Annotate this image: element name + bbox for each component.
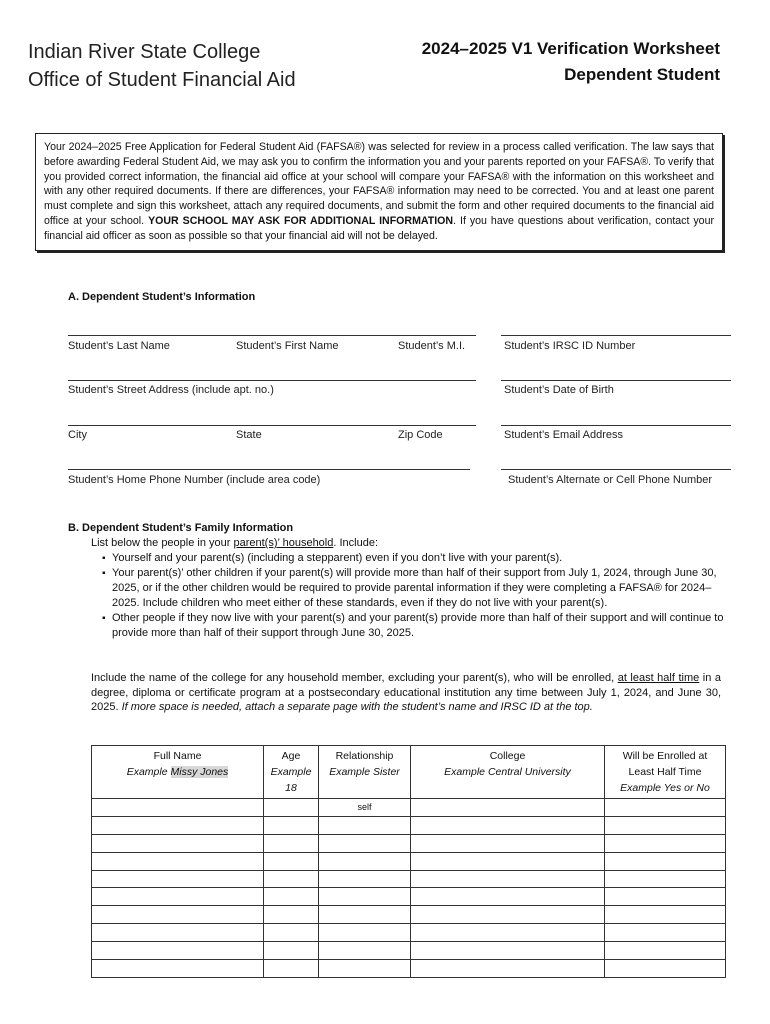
worksheet-title-line-1: 2024–2025 V1 Verification Worksheet [421,39,720,58]
street-line[interactable] [68,380,476,381]
table-row [92,870,726,888]
cell-half-time[interactable] [605,799,726,817]
irsc-id-line[interactable] [501,335,731,336]
lead-underline: parent(s)’ household [233,537,334,549]
table-row [92,906,726,924]
cell-relationship[interactable] [319,816,411,834]
cell-relationship[interactable] [319,942,411,960]
home-phone-label: Student’s Home Phone Number (include area code) [68,474,321,486]
intro-box [35,133,723,251]
lead-tail: . Include: [333,537,379,549]
header-label: College [489,750,526,762]
instructions-text: Include the name of the college for any household member, excluding your parent(s), who will be enrolled, [91,672,618,684]
header-label: Relationship [335,750,394,762]
college-line-2: Office of Student Financial Aid [28,69,296,91]
section-b-title: B. Dependent Student’s Family Information [68,522,294,534]
cell-half-time[interactable] [605,924,726,942]
alt-phone-label: Student’s Alternate or Cell Phone Number [508,474,713,486]
cell-relationship[interactable] [319,960,411,978]
header-full-name [92,746,264,799]
header-relationship [319,746,411,799]
cell-college[interactable] [411,799,605,817]
cell-relationship[interactable]: self [319,799,411,817]
table-row [92,942,726,960]
cell-college[interactable] [411,960,605,978]
cell-half-time[interactable] [605,960,726,978]
instructions-underline: at least half time [617,672,700,684]
city-label: City [68,429,87,441]
cell-full-name[interactable] [92,816,264,834]
dob-line[interactable] [501,380,731,381]
cell-relationship[interactable] [319,924,411,942]
family-table [91,745,726,978]
cell-full-name[interactable] [92,852,264,870]
cell-relationship[interactable] [319,834,411,852]
cell-half-time[interactable] [605,906,726,924]
worksheet-title [422,36,720,88]
home-phone-line[interactable] [68,469,470,470]
table-row [92,924,726,942]
header-example [92,764,263,780]
header-college [411,746,605,799]
section-b-lead [68,536,728,551]
cell-age[interactable] [264,924,319,942]
cell-half-time[interactable] [605,852,726,870]
table-row [92,799,726,817]
cell-full-name[interactable] [92,888,264,906]
cell-half-time[interactable] [605,888,726,906]
table-row [92,816,726,834]
cell-age[interactable] [264,816,319,834]
table-row [92,960,726,978]
cell-relationship[interactable] [319,906,411,924]
cell-age[interactable] [264,852,319,870]
college-line-1: Indian River State College [28,41,261,63]
example-prefix: Example [126,766,171,778]
zip-label: Zip Code [398,429,443,441]
header-example: Example Yes or No [620,782,710,794]
street-label: Student’s Street Address (include apt. no.) [68,384,274,396]
email-line[interactable] [501,425,731,426]
intro-text: Your 2024–2025 Free Application for Federal Student Aid (FAFSA®) was selected for review in a process called verification. The law says that before awarding Federal Student Aid, we may ask you to confirm the information you and your parents reported on your FAFSA®. To verify that you provided correct information, the financial aid office at your school will compare your FAFSA® with the information on this worksheet and with any other required documents. If there are differences, your FAFSA® information may need to be corrected. You and at least one parent must complete and sign this worksheet, attach any required documents, and submit the form and other required documents to the financial aid office at your school. [44,141,714,227]
intro-bold-notice: YOUR SCHOOL MAY ASK FOR ADDITIONAL INFORMATION [148,214,454,227]
cell-full-name[interactable] [92,942,264,960]
cell-relationship[interactable] [319,888,411,906]
header-example: Example Sister [329,766,400,778]
cell-age[interactable] [264,834,319,852]
email-label: Student’s Email Address [504,429,624,441]
list-item: ▪ Your parent(s)’ other children if your parent(s) will provide more than half of their support from July 1, 2024, through June 30, 2025, or if the other children would be required to provide parental information if they were completing a FAFSA® for 2024–2025. Include children who meet either of these standards, even if they do not live with your parent(s). [112,566,728,611]
cell-college[interactable] [411,906,605,924]
cell-age[interactable] [264,960,319,978]
lead-text: List below the people in your [91,537,234,549]
cell-full-name[interactable] [92,924,264,942]
dob-label: Student’s Date of Birth [504,384,614,396]
cell-college[interactable] [411,816,605,834]
cell-age[interactable] [264,942,319,960]
college-instructions [91,671,721,715]
worksheet-title-line-2: Dependent Student [564,65,720,84]
table-header-row [92,746,726,799]
header-half-time [605,746,726,799]
cell-half-time[interactable] [605,870,726,888]
cell-college[interactable] [411,942,605,960]
state-label: State [236,429,262,441]
list-item: ▪ Other people if they now live with your parent(s) and your parent(s) provide more than half of their support and will continue to provide more than half of their support through June 30, 2025. [112,611,728,641]
header-label: Full Name [153,750,202,762]
cell-age[interactable] [264,888,319,906]
cell-half-time[interactable] [605,834,726,852]
section-b [68,521,728,641]
cell-relationship[interactable] [319,852,411,870]
cell-full-name[interactable] [92,906,264,924]
instructions-mid: in a degree, diploma or certificate program at a postsecondary educational institution any time between July 1, 2024, and June 30, 2025. [91,672,722,714]
first-name-label: Student’s First Name [236,340,339,352]
example-highlight: Missy Jones [170,766,229,778]
cell-college[interactable] [411,924,605,942]
table-row [92,852,726,870]
header-label: Age [281,750,301,762]
cell-college[interactable] [411,852,605,870]
cell-age[interactable] [264,906,319,924]
cell-full-name[interactable] [92,960,264,978]
cell-full-name[interactable] [92,834,264,852]
table-row [92,834,726,852]
city-line[interactable] [68,425,476,426]
alt-phone-line[interactable] [501,469,731,470]
cell-half-time[interactable] [605,816,726,834]
intro-tail: . If you have questions about verification, contact your financial aid officer as soon as possible so that your financial aid will not be delayed. [44,214,714,242]
family-table-body [92,799,726,978]
mi-label: Student’s M.I. [398,340,466,352]
cell-age[interactable] [264,870,319,888]
cell-college[interactable] [411,834,605,852]
cell-full-name[interactable] [92,870,264,888]
cell-age[interactable] [264,799,319,817]
last-name-label: Student’s Last Name [68,340,170,352]
header-example: Example 18 [270,766,312,794]
include-list [68,551,728,641]
name-line[interactable] [68,335,476,336]
cell-college[interactable] [411,888,605,906]
cell-college[interactable] [411,870,605,888]
header-label: Will be Enrolled at Least Half Time [622,750,708,778]
section-a-title: A. Dependent Student’s Information [68,291,256,303]
instructions-italic: If more space is needed, attach a separate page with the student’s name and IRSC ID at the top. [121,701,593,714]
college-name [28,38,296,94]
irsc-id-label: Student’s IRSC ID Number [504,340,636,352]
cell-half-time[interactable] [605,942,726,960]
header-example: Example Central University [444,766,571,778]
header-age [264,746,319,799]
list-item: ▪ Yourself and your parent(s) (including a stepparent) even if you don’t live with your parent(s). [112,551,728,566]
cell-full-name[interactable] [92,799,264,817]
cell-relationship[interactable] [319,870,411,888]
table-row [92,888,726,906]
